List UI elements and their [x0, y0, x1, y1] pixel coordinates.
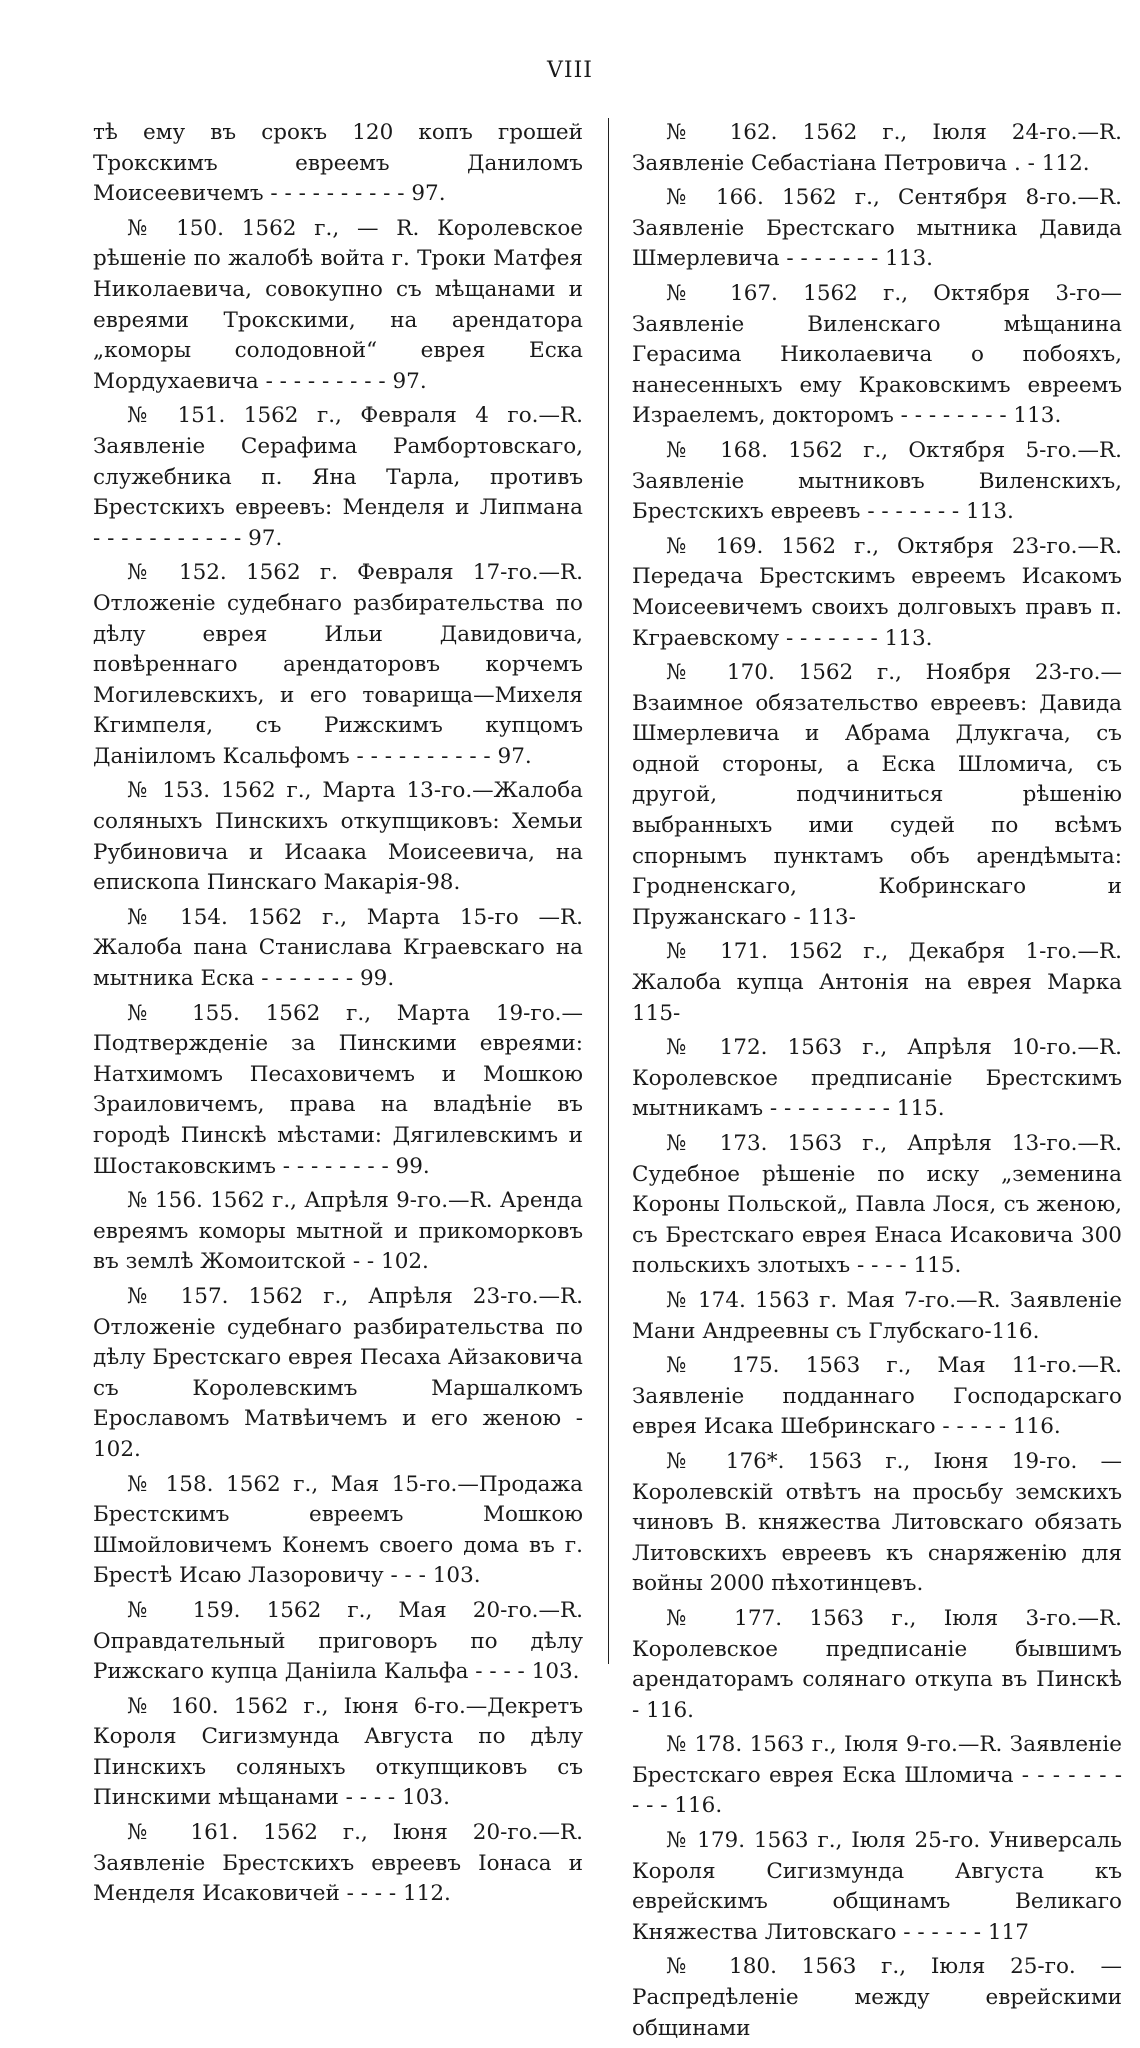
entry-178: № 178. 1563 г., Іюля 9-го.—R. Заявленіе Брестскаго еврея Еска Шломича - - - - - - - - - - 116. — [632, 1732, 1122, 1819]
entry-176: № 176*. 1563 г., Іюня 19-го. — Королевскій отвѣтъ на просьбу земскихъ чиновъ В. княжества Литовскаго обязать Литовскихъ евреевъ къ снаряженію для войны 2000 пѣхотинцевъ. — [632, 1448, 1122, 1597]
entry-162: № 162. 1562 г., Іюля 24-го.—R. Заявленіе Себастіана Петровича . - 112. — [632, 120, 1122, 176]
entry-166: № 166. 1562 г., Сентября 8-го.—R. Заявленіе Брестскаго мытника Давида Шмерлевича - - - - - - - 113. — [632, 185, 1122, 272]
entry-177: № 177. 1563 г., Іюля 3-го.—R. Королевское предписаніе бывшимъ арендаторамъ солянаго откупа въ Пинскѣ - 116. — [632, 1605, 1122, 1723]
entry-continuation: тѣ ему въ срокъ 120 копъ грошей Трокскимъ евреемъ Даниломъ Моисеевичемъ - - - - - - - - - - 97. — [93, 120, 583, 207]
entry-179: № 179. 1563 г., Іюля 25-го. Универсаль Короля Сигизмунда Августа къ еврейскимъ общинамъ Великаго Княжества Литовскаго - - - - - - 117 — [632, 1828, 1122, 1945]
entry-160: № 160. 1562 г., Іюня 6-го.—Декретъ Короля Сигизмунда Августа по дѣлу Пинскихъ соляныхъ откупщиковъ съ Пинскими мѣщанами - - - - 103. — [93, 1693, 583, 1811]
entry-175: № 175. 1563 г., Мая 11-го.—R. Заявленіе подданнаго Господарскаго еврея Исака Шебринскаго - - - - - 116. — [632, 1353, 1122, 1440]
entry-172: № 172. 1563 г., Апрѣля 10-го.—R. Королевское предписаніе Брестскимъ мытникамъ - - - - - - - - - 115. — [632, 1035, 1122, 1122]
entry-167: № 167. 1562 г., Октября 3-го—Заявленіе Виленскаго мѣщанина Герасима Николаевича о побояхъ, нанесенныхъ ему Краковскимъ евреемъ Израелемъ, докторомъ - - - - - - - - 113. — [632, 280, 1122, 429]
entry-153: № 153. 1562 г., Марта 13-го.—Жалоба соляныхъ Пинскихъ откупщиковъ: Хемьи Рубиновича и Исаака Моисеевича, на епископа Пинскаго Макарія-98. — [93, 778, 583, 896]
entry-150: № 150. 1562 г., — R. Королевское рѣшеніе по жалобѣ войта г. Троки Матфея Николаевича, совокупно съ мѣщанами и евреями Трокскими, на арендатора „коморы солодовной“ еврея Еска Мордухаевича - - - - - - - - - 97. — [93, 215, 583, 394]
entry-161: № 161. 1562 г., Іюня 20-го.—R. Заявленіе Брестскихъ евреевъ Іонаса и Менделя Исаковичей - - - - 112. — [93, 1820, 583, 1907]
column-divider — [608, 118, 609, 1664]
entry-174: № 174. 1563 г. Мая 7-го.—R. Заявленіе Мани Андреевны съ Глубскаго-116. — [632, 1287, 1122, 1344]
entry-173: № 173. 1563 г., Апрѣля 13-го.—R. Судебное рѣшеніе по иску „земенина Короны Польской„ Павла Лося, съ женою, съ Брестскаго еврея Енаса Исаковича 300 польскихъ злотыхъ - - - - 115. — [632, 1131, 1122, 1279]
entry-154: № 154. 1562 г., Марта 15-го —R. Жалоба пана Станислава Кграевскаго на мытника Еска - - - - - - - 99. — [93, 904, 583, 992]
entry-158: № 158. 1562 г., Мая 15-го.—Продажа Брестскимъ евреемъ Мошкою Шмойловичемъ Конемъ своего дома въ г. Брестѣ Исаю Лазоровичу - - - 103. — [93, 1471, 583, 1589]
entry-170: № 170. 1562 г., Ноября 23-го.—Взаимное обязательство евреевъ: Давида Шмерлевича и Абрама Длукгача, съ одной стороны, а Еска Шломича, съ другой, подчиниться рѣшенію выбранныхъ ими судей по всѣмъ спорнымъ пунктамъ объ арендѣмыта: Гродненскаго, Кобринскаго и Пружанскаго - 113- — [632, 660, 1122, 930]
entry-156: № 156. 1562 г., Апрѣля 9-го.—R. Аренда евреямъ коморы мытной и прикоморковъ въ землѣ Жомоитской - - 102. — [93, 1188, 583, 1275]
entry-157: № 157. 1562 г., Апрѣля 23-го.—R. Отложеніе судебнаго разбирательства по дѣлу Брестскаго еврея Песаха Айзаковича съ Королевскимъ Маршалкомъ Ерославомъ Матвѣичемъ и его женою - 102. — [93, 1283, 583, 1462]
entry-159: № 159. 1562 г., Мая 20-го.—R. Оправдательный приговоръ по дѣлу Рижскаго купца Даніила Кальфа - - - - 103. — [93, 1597, 583, 1685]
entry-168: № 168. 1562 г., Октября 5-го.—R. Заявленіе мытниковъ Виленскихъ, Брестскихъ евреевъ - - - - - - - 113. — [632, 437, 1122, 525]
entry-171: № 171. 1562 г., Декабря 1-го.—R. Жалоба купца Антонія на еврея Марка 115- — [632, 939, 1122, 1026]
entry-152: № 152. 1562 г. Февраля 17-го.—R. Отложеніе судебнаго разбирательства по дѣлу еврея Ильи Давидовича, повѣреннаго арендаторовъ корчемъ Могилевскихъ, и его товарища—Михеля Кгимпеля, съ Рижскимъ купцомъ Даніиломъ Ксальфомъ - - - - - - - - - - 97. — [93, 560, 583, 769]
entry-151: № 151. 1562 г., Февраля 4 го.—R. Заявленіе Серафима Рамбортовскаго, служебника п. Яна Тарла, противъ Брестскихъ евреевъ: Менделя и Липмана - - - - - - - - - - - 97. — [93, 403, 583, 551]
entry-155: № 155. 1562 г., Марта 19-го.—Подтвержденіе за Пинскими евреями: Натхимомъ Песаховичемъ и Мошкою Зраиловичемъ, права на владѣніе въ городѣ Пинскѣ мѣстами: Дягилевскимъ и Шостаковскимъ - - - - - - - - 99. — [93, 1000, 583, 1179]
right-column — [632, 118, 1122, 2048]
page-number: VIII — [547, 58, 593, 83]
entry-180: № 180. 1563 г., Іюля 25-го. — Распредѣленіе между еврейскими общинами — [632, 1954, 1122, 2041]
entry-169: № 169. 1562 г., Октября 23-го.—R. Передача Брестскимъ евреемъ Исакомъ Моисеевичемъ своихъ долговыхъ правъ п. Кграевскому - - - - - - - 113. — [632, 533, 1122, 651]
left-column — [93, 118, 583, 1914]
